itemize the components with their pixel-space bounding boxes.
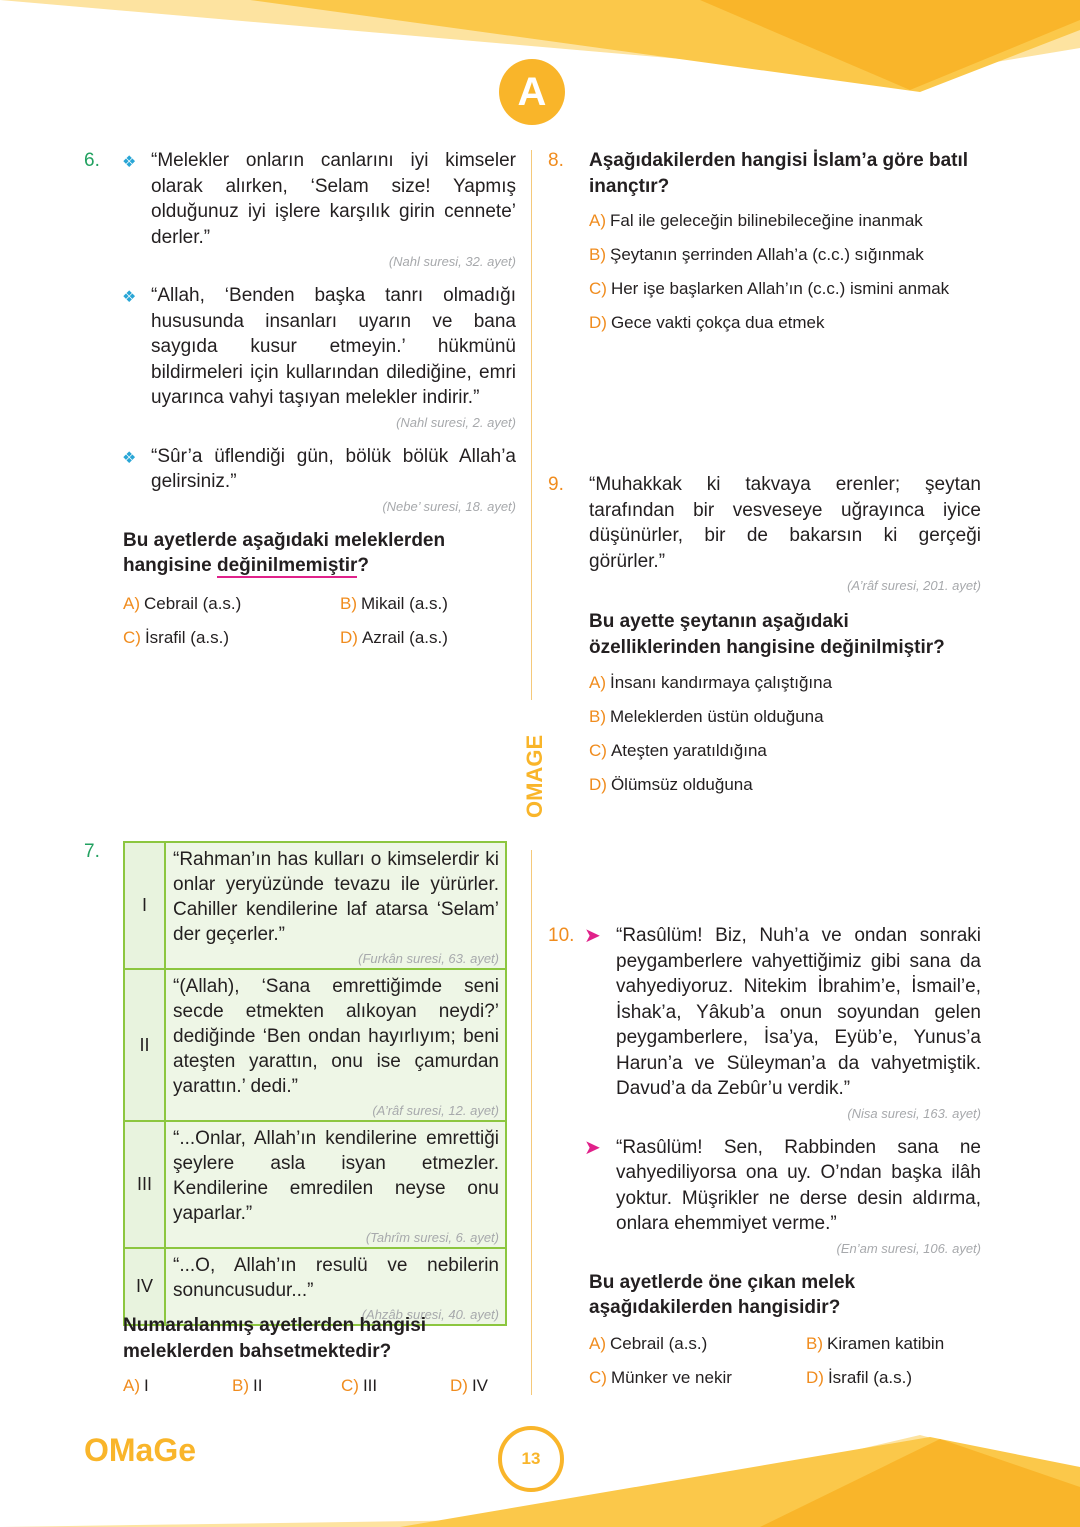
q10-option-c[interactable] <box>589 1367 806 1389</box>
q10-verse-1 <box>548 923 981 1121</box>
q6-verse-1 <box>84 148 516 269</box>
q9-option-b[interactable] <box>589 706 981 728</box>
verse-source: (Nahl suresi, 2. ayet) <box>396 414 516 430</box>
q7-options <box>123 1375 523 1397</box>
option-letter: A) <box>589 1333 606 1353</box>
test-letter-badge: A <box>499 59 565 125</box>
verse-text: “Rasûlüm! Sen, Rabbinden sana ne vahyediliyorsa ona uy. O’ndan başka ilâh yoktur. Müşrikler ne derse desin aldırma, onlara ehemmiyet verme.” <box>616 1136 981 1234</box>
q9-option-c[interactable] <box>589 740 981 762</box>
option-text: Her işe başlarken Allah’ın (c.c.) ismini anmak <box>610 279 950 298</box>
q10-question: Bu ayetlerde öne çıkan melek aşağıdakilerden hangisidir? <box>589 1271 856 1318</box>
option-letter: B) <box>589 707 606 726</box>
option-letter: D) <box>806 1367 824 1387</box>
q6-question-post: ? <box>357 555 369 576</box>
column-divider-bottom <box>531 850 532 1395</box>
column-divider-top <box>531 150 532 700</box>
arrow-bullet-icon: ➤ <box>584 925 601 947</box>
option-text: Fal ile geleceğin bilinebileceğine inanmak <box>610 211 923 230</box>
q10-option-a[interactable] <box>589 1333 806 1355</box>
row-body <box>165 842 506 969</box>
option-letter: D) <box>340 627 358 647</box>
q7-question: Numaralanmış ayetlerden hangisi meleklerden bahsetmektedir? <box>123 1315 427 1362</box>
q7-option-c[interactable] <box>341 1375 450 1397</box>
q6-verse-3 <box>84 444 516 514</box>
q8-option-a[interactable] <box>589 210 981 232</box>
option-text: Cebrail (a.s.) <box>144 593 242 613</box>
verse-source: (Nebe’ suresi, 18. ayet) <box>382 498 516 514</box>
question-6 <box>84 148 516 649</box>
verse-text: “...Onlar, Allah’ın kendilerine emrettiği şeylere asla isyan etmezler. Kendilerine emredilen neyse onu yaparlar.” <box>173 1128 499 1224</box>
option-text: III <box>362 1376 378 1395</box>
diamond-bullet-icon: ❖ <box>122 154 137 171</box>
option-letter: D) <box>589 775 607 794</box>
option-text: II <box>253 1376 263 1395</box>
q7-option-d[interactable] <box>450 1375 520 1397</box>
verse-text: “Muhakkak ki takvaya erenler; şeytan tarafından bir vesveseye uğrayınca iyice düşünürler, bir de bakarsın ki gerçeği görürler.” <box>589 474 981 572</box>
verse-text: “...O, Allah’ın resulü ve nebilerin sonuncusudur...” <box>173 1255 499 1301</box>
option-text: Mikail (a.s.) <box>361 593 448 613</box>
verse-source: (A’râf suresi, 201. ayet) <box>847 578 981 593</box>
q7-verse-table <box>123 841 507 1326</box>
verse-text: “Melekler onların canlarını iyi kimseler olarak alırken, ‘Selam size! Yapmış olduğunuz iyi işlere karşılık girin cennete’ derler.” <box>151 150 516 248</box>
option-text: Gece vakti çokça dua etmek <box>610 313 825 332</box>
verse-source: (Nahl suresi, 32. ayet) <box>388 254 516 269</box>
vertical-brand-text: OMAGE <box>522 734 547 818</box>
verse-text: “Allah, ‘Benden başka tanrı olmadığı hususunda insanları uyarın ve bana saygıda kusur etmeyin.’ hükmünü bildirmeleri için kullarından dilediğine, emri uyarınca vahyi taşıyan melekler indirir.” <box>151 285 516 408</box>
verse-source: (A’râf suresi, 12. ayet) <box>372 1103 499 1118</box>
option-text: Münker ve nekir <box>610 1367 732 1387</box>
q6-question-emph: değinilmemiştir <box>216 555 358 576</box>
q8-option-d[interactable] <box>589 312 981 334</box>
option-text: Şeytanın şerrinden Allah’a (c.c.) sığınmak <box>610 245 924 264</box>
arrow-bullet-icon: ➤ <box>584 1136 601 1159</box>
q7-option-b[interactable] <box>232 1375 341 1397</box>
row-numeral: IV <box>124 1248 165 1325</box>
q6-option-d[interactable] <box>340 627 520 649</box>
option-text: İnsanı kandırmaya çalıştığına <box>610 673 833 692</box>
q6-question <box>84 528 516 579</box>
footer-brand-logo: OMaGe <box>84 1432 197 1468</box>
q6-verse-2 <box>84 283 516 430</box>
q10-verse-2 <box>548 1135 981 1256</box>
verse-source: (En’am suresi, 106. ayet) <box>836 1240 981 1256</box>
row-numeral: II <box>124 969 165 1121</box>
table-row <box>124 969 506 1121</box>
q9-option-d[interactable] <box>589 774 981 796</box>
verse-text: “(Allah), ‘Sana emrettiğimde seni secde etmekten alıkoyan neydi?’ dediğinde ‘Ben ondan hayırlıyım; beni ateşten yarattın, onu ise çamurdan yarattın.’ dedi.” <box>173 976 499 1097</box>
option-letter: B) <box>232 1376 249 1395</box>
option-text: Kiramen katibin <box>827 1333 945 1353</box>
option-text: Azrail (a.s.) <box>361 627 448 647</box>
q6-option-a[interactable] <box>123 593 340 615</box>
option-letter: A) <box>123 1376 140 1395</box>
q9-question: Bu ayette şeytanın aşağıdaki özelliklerinden hangisine değinilmiştir? <box>589 611 945 658</box>
question-8-number: 8. <box>548 150 564 171</box>
q8-option-b[interactable] <box>589 244 981 266</box>
option-letter: C) <box>589 741 607 760</box>
table-row <box>124 1121 506 1248</box>
question-7-number: 7. <box>84 841 100 862</box>
question-9 <box>589 472 981 796</box>
option-letter: A) <box>123 593 140 613</box>
q8-question: Aşağıdakilerden hangisi İslam’a göre batıl inançtır? <box>589 150 969 197</box>
option-text: İsrafil (a.s.) <box>827 1367 913 1387</box>
option-text: Ölümsüz olduğuna <box>610 775 753 794</box>
q9-option-a[interactable] <box>589 672 981 694</box>
q7-option-a[interactable] <box>123 1375 232 1397</box>
option-text: İsrafil (a.s.) <box>144 627 230 647</box>
option-letter: A) <box>589 673 606 692</box>
verse-source: (Ahzâb suresi, 40. ayet) <box>361 1307 499 1322</box>
option-text: I <box>144 1376 149 1395</box>
q6-question-pre: Bu ayetlerde aşağıdaki meleklerden hangisine <box>123 529 446 576</box>
q9-options <box>589 672 981 796</box>
option-letter: C) <box>123 627 141 647</box>
q10-option-d[interactable] <box>806 1367 981 1389</box>
option-text: Ateşten yaratıldığına <box>610 741 767 760</box>
option-text: IV <box>471 1376 489 1395</box>
option-letter: B) <box>589 245 606 264</box>
diamond-bullet-icon: ❖ <box>122 289 137 306</box>
table-row <box>124 842 506 969</box>
diamond-bullet-icon: ❖ <box>122 449 137 467</box>
verse-text: “Rasûlüm! Biz, Nuh’a ve ondan sonraki peygamberlere vahyettiğimiz gibi sana da vahyediyoruz. Nitekim İbrahim’e, İsmail’e, İshak’a, Yâkub’a onun soyundan gelen peygamberlere, İsa’ya, Eyüb’e, Yunus’a Harun’a ve Süleyman’a da vahyetmiştik. Davud’a da Zebûr’u verdik.” <box>616 925 981 1099</box>
option-letter: C) <box>341 1376 359 1395</box>
q10-options <box>548 1333 981 1389</box>
verse-text: “Sûr’a üflendiği gün, bölük bölük Allah’a gelirsiniz.” <box>151 445 516 492</box>
question-10 <box>548 923 981 1389</box>
option-letter: C) <box>589 279 607 298</box>
option-letter: B) <box>340 593 357 613</box>
question-10-number: 10. <box>548 925 575 946</box>
q8-options <box>589 210 981 334</box>
row-body <box>165 1121 506 1248</box>
q6-options <box>84 593 516 649</box>
q6-option-b[interactable] <box>340 593 520 615</box>
page-number: 13 <box>498 1426 564 1492</box>
verse-text: “Rahman’ın has kulları o kimselerdir ki onlar yeryüzünde tevazu ile yürürler. Cahiller kendilerine laf atarsa ‘Selam’ der geçerler.” <box>173 849 499 945</box>
option-letter: D) <box>450 1376 468 1395</box>
row-numeral: I <box>124 842 165 969</box>
row-numeral: III <box>124 1121 165 1248</box>
vertical-brand-logo <box>503 730 563 820</box>
question-9-number: 9. <box>548 474 564 495</box>
q8-option-c[interactable] <box>589 278 981 300</box>
option-letter: A) <box>589 211 606 230</box>
option-letter: C) <box>589 1367 607 1387</box>
q6-option-c[interactable] <box>123 627 340 649</box>
row-body <box>165 969 506 1121</box>
q10-option-b[interactable] <box>806 1333 981 1355</box>
verse-source: (Tahrîm suresi, 6. ayet) <box>365 1230 499 1245</box>
option-text: Meleklerden üstün olduğuna <box>610 707 824 726</box>
option-letter: D) <box>589 313 607 332</box>
question-6-number: 6. <box>84 150 100 171</box>
option-text: Cebrail (a.s.) <box>610 1333 708 1353</box>
verse-source: (Nisa suresi, 163. ayet) <box>847 1105 981 1121</box>
verse-source: (Furkân suresi, 63. ayet) <box>358 951 499 966</box>
option-letter: B) <box>806 1333 823 1353</box>
